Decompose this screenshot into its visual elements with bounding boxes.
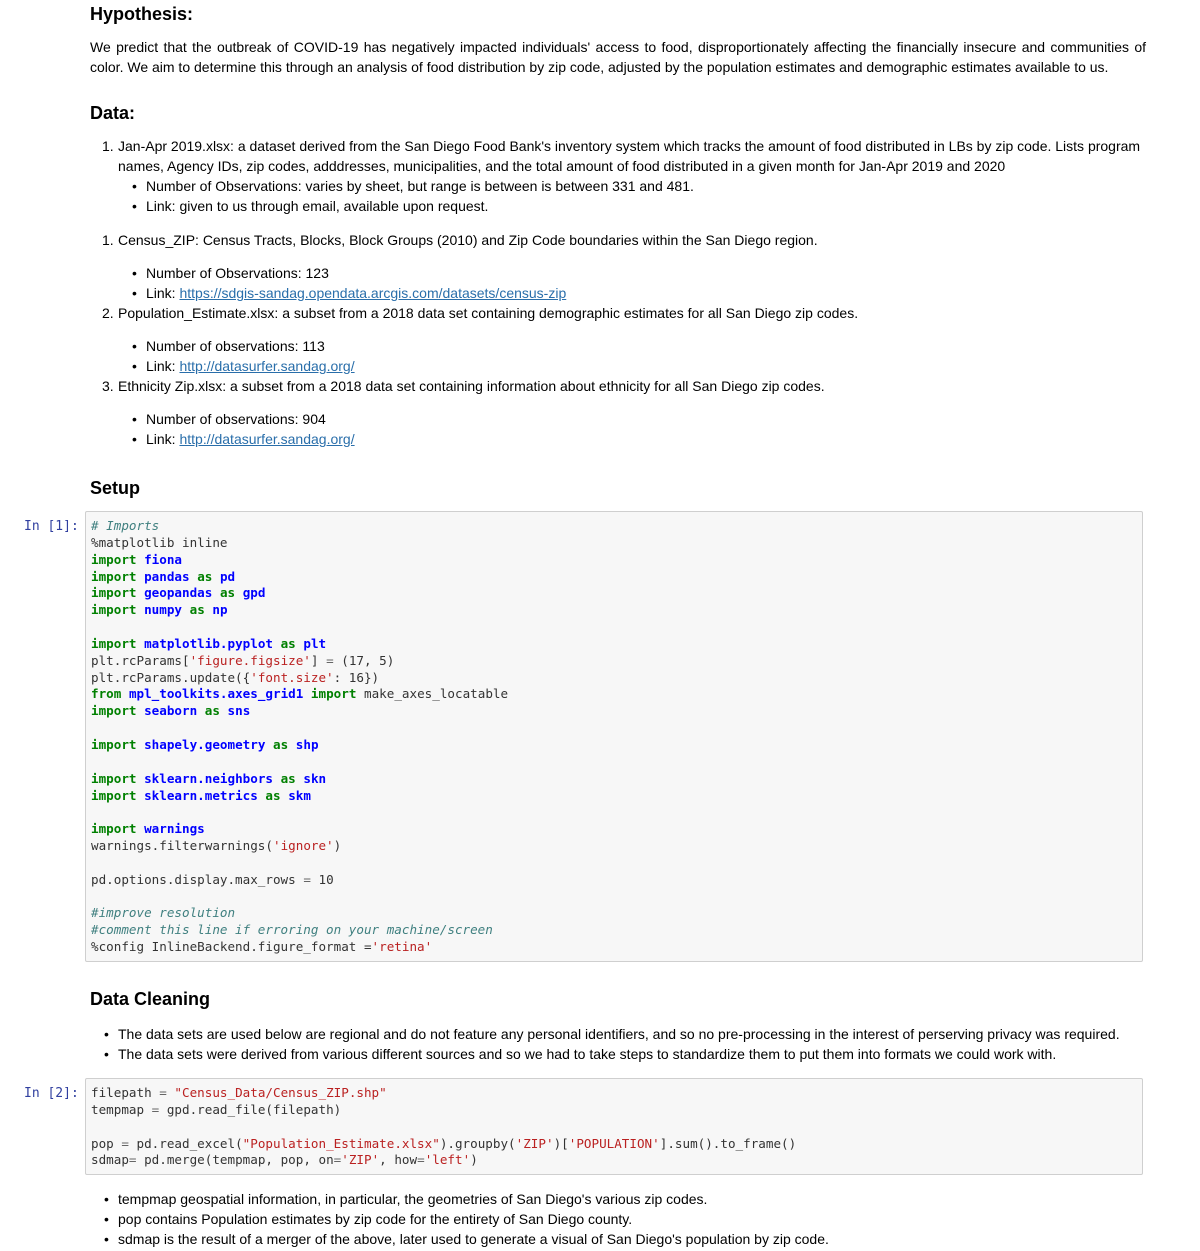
list-item: • Number of observations: 113	[146, 336, 1146, 356]
dataset-description: Population_Estimate.xlsx: a subset from a 2018 data set containing demographic estimates for all San Diego zip codes.	[118, 305, 859, 321]
dataset-list-1	[90, 136, 1146, 216]
code-cell-loading[interactable]	[85, 1078, 1143, 1175]
datasurfer-link[interactable]: http://datasurfer.sandag.org/	[179, 358, 355, 374]
list-number: 2.	[102, 305, 114, 321]
data-heading: Data:	[90, 103, 136, 123]
setup-heading: Setup	[90, 478, 141, 498]
link-prefix: Link:	[146, 358, 180, 374]
list-item	[146, 429, 1146, 449]
list-number: 1.	[102, 232, 114, 248]
list-item: • pop contains Population estimates by zip code for the entirety of San Diego county.	[118, 1209, 1146, 1229]
list-item: • tempmap geospatial information, in particular, the geometries of San Diego's various zip codes.	[118, 1189, 1146, 1209]
data-cleaning-heading: Data Cleaning	[90, 989, 211, 1009]
hypothesis-heading: Hypothesis:	[90, 4, 194, 24]
list-number: 1.	[102, 138, 114, 154]
list-item	[146, 283, 1146, 303]
dataset-item-census-zip	[102, 230, 1146, 303]
list-item: • Number of observations: 904	[146, 409, 1146, 429]
cleaning-notes	[90, 1024, 1146, 1064]
list-item: • The data sets are used below are regional and do not feature any personal identifiers, and so no pre-processing in the interest of perserving privacy was required.	[118, 1024, 1146, 1044]
code-editor[interactable]: filepath = "Census_Data/Census_ZIP.shp" tempmap = gpd.read_file(filepath) pop = pd.read_excel("Population_Estimate.xlsx").groupby('ZIP')['POPULATION'].sum().to_frame() sdmap= pd.merge(tempmap, pop, on='ZIP', how='left')	[91, 1085, 797, 1168]
list-item: • Link: given to us through email, available upon request.	[146, 196, 1146, 216]
code-editor[interactable]: # Imports %matplotlib inline import fiona import pandas as pd import geopandas as gpd import numpy as np import matplotlib.pyplot as plt plt.rcParams['figure.figsize'] = (17, 5) plt.rcParams.update({'font.size': 16}) from mpl_toolkits.axes_grid1 import make_axes_locatable import seaborn as sns import shapely.geometry as shp import sklearn.neighbors as skn import sklearn.metrics as skm import warnings warnings.filterwarnings('ignore') pd.options.display.max_rows = 10 #improve resolution #comment this line if erroring on your machine/screen %config InlineBackend.figure_format ='retina'	[91, 518, 509, 955]
dataset-description: Census_ZIP: Census Tracts, Blocks, Block Groups (2010) and Zip Code boundaries within the San Diego region.	[118, 232, 818, 248]
list-number: 3.	[102, 378, 114, 394]
list-item	[146, 356, 1146, 376]
dataset-description: Ethnicity Zip.xlsx: a subset from a 2018 data set containing information about ethnicity for all San Diego zip codes.	[118, 378, 825, 394]
list-item: • The data sets were derived from various different sources and so we had to take steps to standardize them to put them into formats we could work with.	[118, 1044, 1146, 1064]
dataset-item-ethnicity	[102, 376, 1146, 449]
list-item: • Number of Observations: 123	[146, 263, 1146, 283]
dataset-list-2	[90, 230, 1146, 449]
hypothesis-text: We predict that the outbreak of COVID-19 has negatively impacted individuals' access to food, disproportionately affecting the financially insecure and communities of color. We aim to determine this through an analysis of food distribution by zip code, adjusted by the population estimates and demographic estimates available to us.	[90, 39, 1146, 75]
cell-prompt: In [2]:	[24, 1086, 79, 1101]
list-item: • sdmap is the result of a merger of the above, later used to generate a visual of San Diego's population by zip code.	[118, 1229, 1146, 1249]
dataset-description: Jan-Apr 2019.xlsx: a dataset derived from the San Diego Food Bank's inventory system which tracks the amount of food distributed in LBs by zip code. Lists program names, Agency IDs, zip codes, adddresses, municipalities, and the total amount of food distributed in a given month for Jan-Apr 2019 and 2020	[118, 138, 1141, 174]
list-item: • Number of Observations: varies by sheet, but range is between is between 331 and 481.	[146, 176, 1146, 196]
link-prefix: Link:	[146, 285, 180, 301]
dataset-item-population	[102, 303, 1146, 376]
dataset-item-jan-apr	[102, 136, 1146, 216]
variable-notes	[90, 1189, 1146, 1249]
link-prefix: Link:	[146, 431, 180, 447]
datasurfer-link[interactable]: http://datasurfer.sandag.org/	[179, 431, 355, 447]
code-cell-imports[interactable]	[85, 511, 1143, 962]
cell-prompt: In [1]:	[24, 519, 79, 534]
census-zip-link[interactable]: https://sdgis-sandag.opendata.arcgis.com/datasets/census-zip	[179, 285, 567, 301]
